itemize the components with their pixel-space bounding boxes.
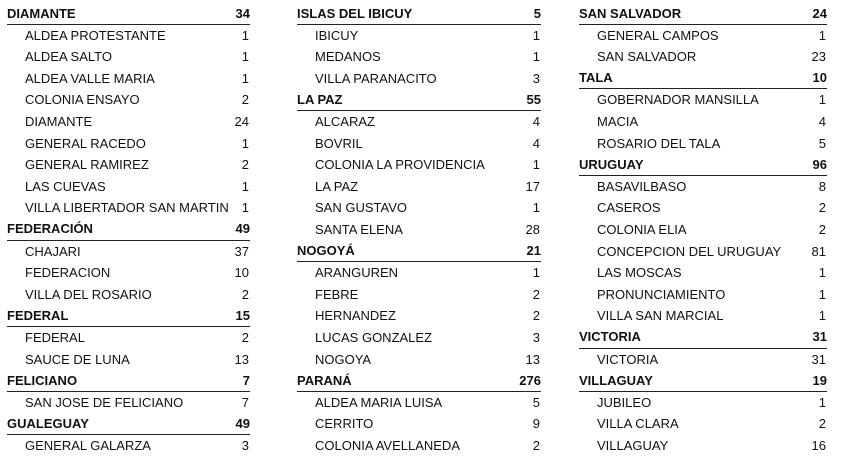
city-count: 28 (525, 221, 540, 237)
city-row (7, 111, 250, 133)
department-total: 49 (235, 415, 250, 431)
city-name: GENERAL RACEDO (25, 135, 146, 151)
city-count: 2 (532, 437, 540, 453)
city-count: 3 (532, 70, 540, 86)
city-row (579, 284, 827, 306)
department-total: 5 (533, 5, 541, 21)
city-name: DIAMANTE (25, 113, 93, 129)
city-name: SANTA ELENA (315, 221, 403, 237)
city-count: 4 (532, 113, 540, 129)
department-name: ISLAS DEL IBICUY (297, 5, 413, 21)
city-count: 1 (241, 178, 249, 194)
department-total: 10 (812, 70, 827, 86)
department-name: GUALEGUAY (7, 415, 89, 431)
city-row (297, 133, 541, 155)
city-row (579, 349, 827, 371)
city-name: COLONIA ELIA (597, 221, 687, 237)
department-name: URUGUAY (579, 156, 644, 172)
city-row (7, 197, 250, 219)
city-name: VILLA SAN MARCIAL (597, 308, 724, 324)
city-count: 1 (532, 49, 540, 65)
city-name: GENERAL GALARZA (25, 437, 151, 453)
city-count: 3 (532, 329, 540, 345)
city-row (7, 392, 250, 414)
city-name: VILLA CLARA (597, 416, 679, 432)
city-count: 1 (241, 200, 249, 216)
city-count: 23 (811, 49, 826, 65)
city-count: 2 (241, 329, 249, 345)
city-count: 1 (241, 70, 249, 86)
department-row (7, 413, 250, 435)
city-name: ALCARAZ (315, 113, 375, 129)
department-name: FEDERAL (7, 307, 69, 323)
city-row (297, 392, 541, 414)
city-count: 16 (811, 437, 826, 453)
city-name: GENERAL CAMPOS (597, 27, 719, 43)
city-count: 1 (818, 286, 826, 302)
city-count: 1 (818, 265, 826, 281)
department-row (297, 370, 541, 392)
city-count: 1 (241, 27, 249, 43)
city-count: 5 (532, 394, 540, 410)
city-row (579, 25, 827, 47)
city-row (7, 349, 250, 371)
city-row (579, 111, 827, 133)
department-row (297, 241, 541, 263)
table-column-2 (297, 3, 541, 456)
city-name: HERNANDEZ (315, 308, 396, 324)
department-name: LA PAZ (297, 91, 343, 107)
department-total: 96 (812, 156, 827, 172)
city-row (7, 89, 250, 111)
city-row (579, 262, 827, 284)
city-name: CONCEPCION DEL URUGUAY (597, 243, 782, 259)
city-row (7, 176, 250, 198)
city-count: 81 (811, 243, 826, 259)
city-name: BOVRIL (315, 135, 363, 151)
department-row (579, 370, 827, 392)
city-row (579, 197, 827, 219)
city-row (297, 176, 541, 198)
city-name: MACIA (597, 113, 639, 129)
department-name: NOGOYÁ (297, 243, 355, 259)
department-row (297, 3, 541, 25)
city-name: VILLA PARANACITO (315, 70, 437, 86)
department-total: 24 (812, 5, 827, 21)
department-row (7, 370, 250, 392)
city-row (297, 25, 541, 47)
city-count: 1 (532, 265, 540, 281)
city-name: JUBILEO (597, 394, 652, 410)
city-row (7, 25, 250, 47)
city-name: FEDERAL (25, 329, 85, 345)
city-count: 4 (532, 135, 540, 151)
city-name: ARANGUREN (315, 265, 399, 281)
department-total: 34 (235, 5, 250, 21)
city-name: VICTORIA (597, 351, 659, 367)
city-name: PRONUNCIAMIENTO (597, 286, 726, 302)
city-name: VILLA DEL ROSARIO (25, 286, 152, 302)
city-name: MEDANOS (315, 49, 381, 65)
city-name: SAN JOSE DE FELICIANO (25, 394, 184, 410)
city-name: FEDERACION (25, 265, 111, 281)
department-row (579, 154, 827, 176)
city-row (297, 154, 541, 176)
city-count: 1 (241, 135, 249, 151)
city-count: 1 (818, 92, 826, 108)
city-row (297, 197, 541, 219)
city-name: BASAVILBASO (597, 178, 687, 194)
department-name: VILLAGUAY (579, 372, 653, 388)
department-name: TALA (579, 70, 613, 86)
city-count: 8 (818, 178, 826, 194)
city-name: ALDEA PROTESTANTE (25, 27, 166, 43)
city-name: CHAJARI (25, 243, 81, 259)
city-count: 2 (818, 221, 826, 237)
department-row (7, 305, 250, 327)
city-row (297, 327, 541, 349)
city-row (7, 284, 250, 306)
city-name: GOBERNADOR MANSILLA (597, 92, 759, 108)
city-name: SAN GUSTAVO (315, 200, 407, 216)
city-count: 5 (818, 135, 826, 151)
department-total: 7 (242, 372, 250, 388)
city-count: 2 (532, 286, 540, 302)
department-row (579, 68, 827, 90)
city-row (297, 284, 541, 306)
city-name: VILLAGUAY (597, 437, 669, 453)
department-row (7, 219, 250, 241)
city-name: ROSARIO DEL TALA (597, 135, 721, 151)
department-name: FELICIANO (7, 372, 78, 388)
city-count: 2 (818, 416, 826, 432)
city-count: 9 (532, 416, 540, 432)
city-row (7, 133, 250, 155)
department-total: 21 (526, 243, 541, 259)
city-row (297, 219, 541, 241)
city-row (579, 413, 827, 435)
city-name: GENERAL RAMIREZ (25, 157, 149, 173)
city-row (7, 46, 250, 68)
city-name: NOGOYA (315, 351, 372, 367)
city-count: 2 (818, 200, 826, 216)
department-total: 31 (812, 329, 827, 345)
city-count: 1 (818, 394, 826, 410)
city-row (7, 241, 250, 263)
city-count: 4 (818, 113, 826, 129)
city-count: 1 (818, 308, 826, 324)
city-count: 37 (234, 243, 249, 259)
city-count: 13 (234, 351, 249, 367)
department-name: VICTORIA (579, 329, 641, 345)
city-count: 13 (525, 351, 540, 367)
city-name: LUCAS GONZALEZ (315, 329, 433, 345)
table-column-3 (579, 3, 827, 456)
city-row (579, 89, 827, 111)
city-count: 10 (234, 265, 249, 281)
department-total: 276 (519, 372, 541, 388)
city-count: 17 (525, 178, 540, 194)
city-count: 2 (532, 308, 540, 324)
city-name: FEBRE (315, 286, 359, 302)
city-name: VILLA LIBERTADOR SAN MARTIN (25, 200, 229, 216)
city-count: 1 (241, 49, 249, 65)
city-row (297, 46, 541, 68)
city-name: LA PAZ (315, 178, 359, 194)
city-row (297, 435, 541, 457)
city-count: 2 (241, 157, 249, 173)
city-name: ALDEA VALLE MARIA (25, 70, 155, 86)
city-count: 1 (532, 157, 540, 173)
city-name: COLONIA AVELLANEDA (315, 437, 460, 453)
city-row (579, 133, 827, 155)
table-column-1 (7, 3, 250, 456)
city-count: 1 (532, 27, 540, 43)
department-row (7, 3, 250, 25)
city-row (297, 349, 541, 371)
city-row (579, 219, 827, 241)
city-row (579, 176, 827, 198)
city-row (7, 68, 250, 90)
city-name: SAN SALVADOR (597, 49, 697, 65)
city-row (297, 68, 541, 90)
city-row (297, 262, 541, 284)
department-total: 55 (526, 91, 541, 107)
city-count: 1 (532, 200, 540, 216)
city-count: 31 (811, 351, 826, 367)
department-name: FEDERACIÓN (7, 221, 93, 237)
city-row (579, 46, 827, 68)
city-count: 2 (241, 92, 249, 108)
city-row (7, 154, 250, 176)
city-name: IBICUY (315, 27, 359, 43)
department-name: SAN SALVADOR (579, 5, 682, 21)
city-count: 3 (241, 437, 249, 453)
department-name: PARANÁ (297, 372, 352, 388)
city-name: SAUCE DE LUNA (25, 351, 130, 367)
city-name: COLONIA LA PROVIDENCIA (315, 157, 485, 173)
city-row (7, 327, 250, 349)
city-row (297, 413, 541, 435)
city-name: CASEROS (597, 200, 661, 216)
city-name: ALDEA MARIA LUISA (315, 394, 443, 410)
department-total: 49 (235, 221, 250, 237)
department-row (579, 3, 827, 25)
city-row (297, 111, 541, 133)
city-count: 7 (241, 394, 249, 410)
city-count: 24 (234, 113, 249, 129)
department-row (297, 89, 541, 111)
city-name: COLONIA ENSAYO (25, 92, 140, 108)
city-row (579, 435, 827, 457)
city-count: 1 (818, 27, 826, 43)
city-count: 2 (241, 286, 249, 302)
city-row (7, 262, 250, 284)
city-name: LAS CUEVAS (25, 178, 106, 194)
department-name: DIAMANTE (7, 5, 76, 21)
city-row (579, 392, 827, 414)
city-name: ALDEA SALTO (25, 49, 112, 65)
city-row (297, 305, 541, 327)
department-total: 19 (812, 372, 827, 388)
city-row (7, 435, 250, 457)
city-name: LAS MOSCAS (597, 265, 682, 281)
department-total: 15 (235, 307, 250, 323)
city-row (579, 305, 827, 327)
city-name: CERRITO (315, 416, 374, 432)
department-row (579, 327, 827, 349)
city-row (579, 241, 827, 263)
